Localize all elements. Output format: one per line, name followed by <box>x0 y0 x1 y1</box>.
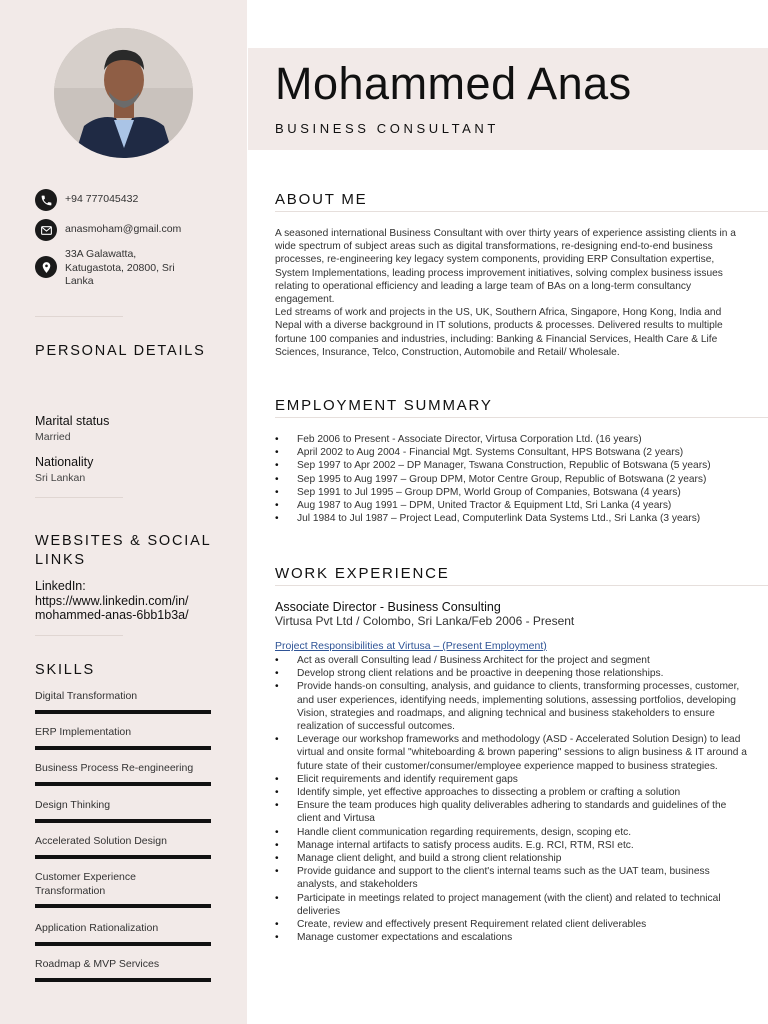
employment-item: • Sep 1995 to Aug 1997 – Group DPM, Motor Centre Group, Republic of Botswana (2 years) <box>275 473 750 486</box>
phone-number[interactable]: +94 777045432 <box>65 193 139 205</box>
responsibility-item: • Provide guidance and support to the client's internal teams such as the UAT team, business analysts, and stakeholders <box>275 865 750 891</box>
personal-details-heading: PERSONAL DETAILS <box>35 343 206 359</box>
contact-address <box>35 248 190 289</box>
responsibility-item: • Manage client delight, and build a strong client relationship <box>275 852 750 865</box>
responsibility-item: • Act as overall Consulting lead / Business Architect for the project and segment <box>275 654 750 667</box>
about-heading: ABOUT ME <box>275 191 768 212</box>
mail-icon <box>35 219 57 241</box>
skill-name: Roadmap & MVP Services <box>35 958 160 970</box>
nationality-value: Sri Lankan <box>35 472 86 484</box>
employment-item: • Sep 1991 to Jul 1995 – Group DPM, World Group of Companies, Botswana (4 years) <box>275 486 750 499</box>
employment-item: • Sep 1997 to Apr 2002 – DP Manager, Tswana Construction, Republic of Botswana (5 years) <box>275 459 750 472</box>
job-title: Associate Director - Business Consulting <box>275 600 501 614</box>
responsibilities-list <box>275 654 750 944</box>
employment-item: • April 2002 to Aug 2004 - Financial Mgt. Systems Consultant, HPS Botswana (2 years) <box>275 446 750 459</box>
divider <box>35 316 123 317</box>
skill-name: Customer Experience Transformation <box>35 871 136 897</box>
about-paragraph: Led streams of work and projects in the US, UK, Southern Africa, Singapore, Hong Kong, India and Nepal with a diverse background in IT solutions, products & processes. Delivered results to multiple fortune 100 companies and industries, including: Banking & Financial Services, Health Care & Life Sciences, Insurance, Telco, Construction, Automobile and Retail/ Wholesale. <box>275 307 723 358</box>
email-address[interactable]: anasmoham@gmail.com <box>65 223 182 235</box>
skill-name: ERP Implementation <box>35 726 132 738</box>
websites-heading: WEBSITES & SOCIAL LINKS <box>35 533 211 568</box>
responsibility-item: • Create, review and effectively present Requirement related client deliverables <box>275 918 750 931</box>
responsibility-item: • Manage internal artifacts to satisfy process audits. E.g. RCI, RTM, RSI etc. <box>275 839 750 852</box>
skill-name: Design Thinking <box>35 799 111 811</box>
skill-name: Accelerated Solution Design <box>35 835 167 847</box>
responsibility-item: • Manage customer expectations and escalations <box>275 931 750 944</box>
divider <box>35 635 123 636</box>
divider <box>35 497 123 498</box>
skill-item <box>35 690 211 714</box>
responsibility-item: • Identify simple, yet effective approaches to dissecting a problem or crafting a solution <box>275 786 750 799</box>
skill-item <box>35 835 211 859</box>
skill-bar <box>35 819 211 823</box>
skill-item <box>35 799 211 823</box>
skills-heading: SKILLS <box>35 662 95 678</box>
skill-bar <box>35 746 211 750</box>
skill-item <box>35 871 211 908</box>
responsibility-item: • Participate in meetings related to project management (with the client) and related to technical deliveries <box>275 892 750 918</box>
employment-item: • Feb 2006 to Present - Associate Director, Virtusa Corporation Ltd. (16 years) <box>275 433 750 446</box>
candidate-title: BUSINESS CONSULTANT <box>275 121 499 136</box>
skill-name: Application Rationalization <box>35 922 159 934</box>
skill-item <box>35 762 211 786</box>
about-paragraph: A seasoned international Business Consultant with over thirty years of experience assisting clients in a wide spectrum of subject areas such as digital transformations, re-designing end-to-end business processes, re-engineering key legacy system components, providing ERP Consultation expertise, System Implementations, leading process improvement initiatives, solving complex business issues relating to operational efficiency and leading a large team of BAs on a long-term consultancy engagement. <box>275 228 736 306</box>
responsibility-item: • Handle client communication regarding requirements, design, scoping etc. <box>275 826 750 839</box>
skill-bar <box>35 978 211 982</box>
responsibilities-link[interactable]: Project Responsibilities at Virtusa – (Present Employment) <box>275 640 547 652</box>
skill-item <box>35 958 211 982</box>
skill-name: Business Process Re-engineering <box>35 762 194 774</box>
profile-photo <box>54 28 193 158</box>
responsibility-item: • Ensure the team produces high quality deliverables adhering to standards and guidelines of the client and Virtusa <box>275 799 750 825</box>
contact-email <box>35 219 181 241</box>
skill-bar <box>35 710 211 714</box>
employment-item: • Jul 1984 to Jul 1987 – Project Lead, Computerlink Data Systems Ltd., Sri Lanka (3 years) <box>275 512 750 525</box>
location-icon <box>35 256 57 278</box>
skill-item <box>35 726 211 750</box>
marital-status-label: Marital status <box>35 414 110 428</box>
skill-name: Digital Transformation <box>35 690 138 702</box>
employment-heading: EMPLOYMENT SUMMARY <box>275 397 768 418</box>
work-experience-heading: WORK EXPERIENCE <box>275 565 768 586</box>
responsibility-item: • Develop strong client relations and be proactive in deepening those relationships. <box>275 667 750 680</box>
responsibility-item: • Provide hands-on consulting, analysis, and guidance to clients, transforming processes, customer, and user experiences, identifying needs, implementing solutions, assessing portfolios, developing Vision, strategies and roadmaps, and aligning technical and business stakeholders to ensure realization of successful outcomes. <box>275 680 750 733</box>
candidate-name: Mohammed Anas <box>275 58 632 109</box>
employment-item: • Aug 1987 to Aug 1991 – DPM, United Tractor & Equipment Ltd, Sri Lanka (4 years) <box>275 499 750 512</box>
address-text: 33A Galawatta, Katugastota, 20800, Sri Lanka <box>65 248 175 287</box>
skill-bar <box>35 904 211 908</box>
linkedin-link[interactable]: LinkedIn: https://www.linkedin.com/in/ mohammed-anas-6bb1b3a/ <box>35 579 189 622</box>
skill-bar <box>35 942 211 946</box>
job-company: Virtusa Pvt Ltd / Colombo, Sri Lanka/Feb 2006 - Present <box>275 614 575 628</box>
responsibility-item: • Leverage our workshop frameworks and methodology (ASD - Accelerated Solution Design) to lead virtual and onsite formal "whiteboarding & brown papering" sessions to align business & IT around a future state of their customer/consumer/employee experience mapped to business strategies. <box>275 733 750 773</box>
responsibility-item: • Elicit requirements and identify requirement gaps <box>275 773 750 786</box>
employment-list <box>275 433 750 525</box>
skill-item <box>35 922 211 946</box>
contact-phone <box>35 189 138 211</box>
marital-status-value: Married <box>35 431 71 443</box>
skill-bar <box>35 855 211 859</box>
skill-bar <box>35 782 211 786</box>
about-text <box>275 227 750 359</box>
phone-icon <box>35 189 57 211</box>
nationality-label: Nationality <box>35 455 94 469</box>
profile-photo-illustration <box>54 28 193 158</box>
